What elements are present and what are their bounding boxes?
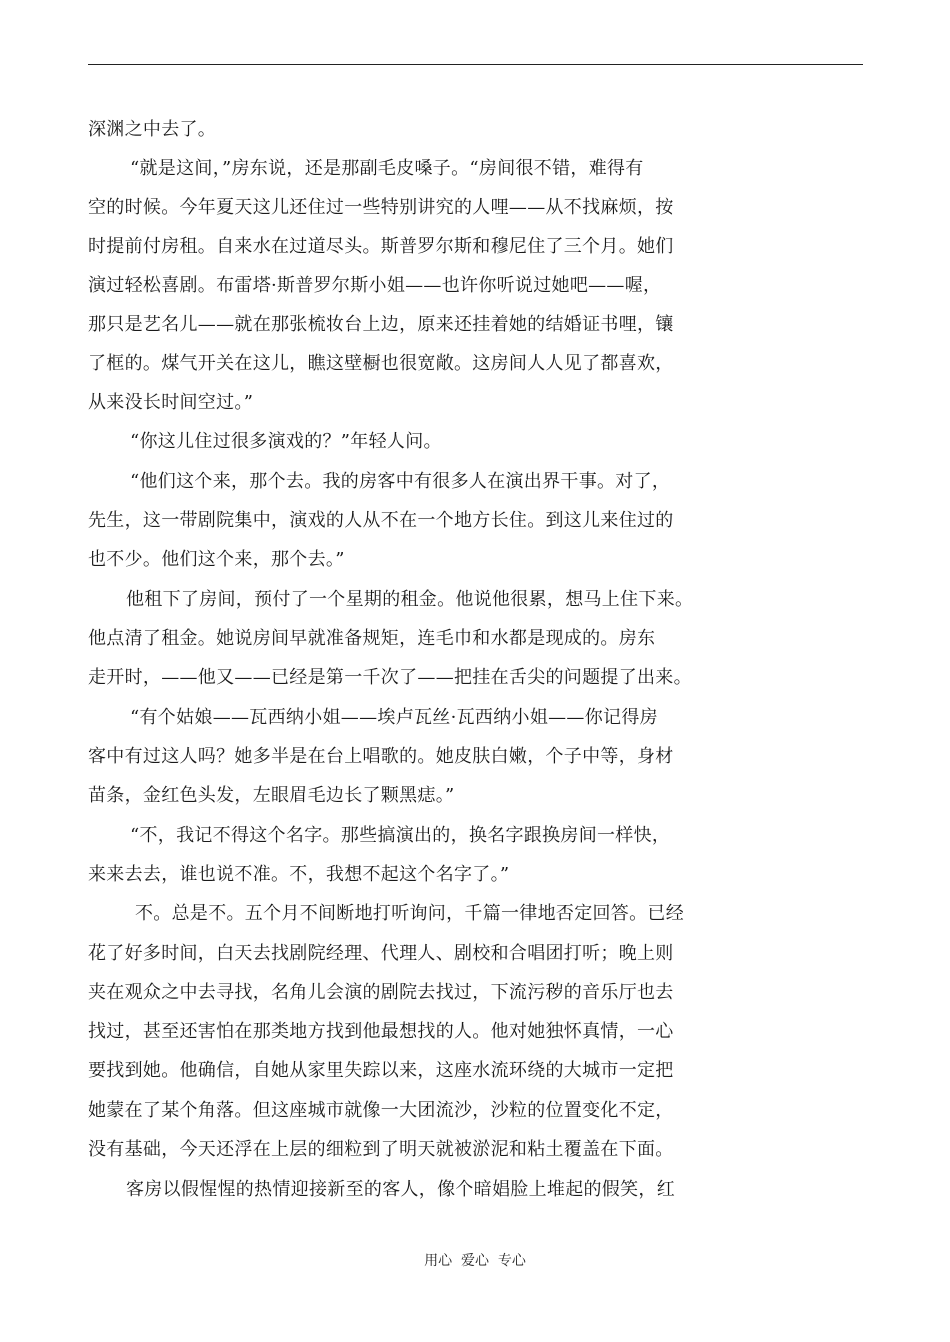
- text-line: 苗条，金红色头发，左眼眉毛边长了颗黑痣。”: [88, 785, 455, 806]
- text-line: “他们这个来，那个去。我的房客中有很多人在演出界干事。对了，: [130, 471, 671, 492]
- text-line: 深渊之中去了。: [88, 119, 217, 140]
- text-line: 客房以假惺惺的热情迎接新至的客人，像个暗娼脸上堆起的假笑，红: [126, 1179, 675, 1200]
- text-line: 先生，这一带剧院集中，演戏的人从不在一个地方长住。到这儿来住过的: [88, 510, 674, 531]
- text-line: 花了好多时间，白天去找剧院经理、代理人、剧校和合唱团打听；晚上则: [88, 943, 674, 964]
- text-line: 走开时，——他又——已经是第一千次了——把挂在舌尖的问题提了出来。: [88, 667, 692, 688]
- text-line: 不。总是不。五个月不间断地打听询问，千篇一律地否定回答。已经: [135, 903, 684, 924]
- text-line: “有个姑娘——瓦西纳小姐——埃卢瓦丝·瓦西纳小姐——你记得房: [130, 707, 658, 728]
- header-rule: [88, 64, 863, 65]
- page-footer: 用心 爱心 专心: [424, 1253, 526, 1269]
- text-line: “就是这间，”房东说，还是那副毛皮嗓子。“房间很不错，难得有: [130, 158, 644, 179]
- text-line: “不，我记不得这个名字。那些搞演出的，换名字跟换房间一样快，: [130, 825, 671, 846]
- text-line: 来来去去，谁也说不准。不，我想不起这个名字了。”: [88, 864, 510, 885]
- text-line: 没有基础，今天还浮在上层的细粒到了明天就被淤泥和粘土覆盖在下面。: [88, 1139, 674, 1160]
- text-line: 也不少。他们这个来，那个去。”: [88, 549, 345, 570]
- text-line: 空的时候。今年夏天这儿还住过一些特别讲究的人哩——从不找麻烦，按: [88, 197, 674, 218]
- text-line: “你这儿住过很多演戏的？”年轻人问。: [130, 431, 442, 452]
- text-line: 找过，甚至还害怕在那类地方找到他最想找的人。他对她独怀真情，一心: [88, 1021, 674, 1042]
- text-line: 她蒙在了某个角落。但这座城市就像一大团流沙，沙粒的位置变化不定，: [88, 1100, 674, 1121]
- text-line: 客中有过这人吗？她多半是在台上唱歌的。她皮肤白嫩，个子中等，身材: [88, 746, 674, 767]
- text-line: 了框的。煤气开关在这儿，瞧这壁橱也很宽敞。这房间人人见了都喜欢，: [88, 353, 674, 374]
- text-line: 那只是艺名儿——就在那张梳妆台上边，原来还挂着她的结婚证书哩，镶: [88, 314, 674, 335]
- text-line: 演过轻松喜剧。布雷塔·斯普罗尔斯小姐——也许你听说过她吧——喔，: [88, 275, 662, 296]
- text-line: 他租下了房间，预付了一个星期的租金。他说他很累，想马上住下来。: [126, 589, 694, 610]
- text-line: 他点清了租金。她说房间早就准备规矩，连毛巾和水都是现成的。房东: [88, 628, 656, 649]
- text-line: 夹在观众之中去寻找，名角儿会演的剧院去找过，下流污秽的音乐厅也去: [88, 982, 674, 1003]
- text-line: 时提前付房租。自来水在过道尽头。斯普罗尔斯和穆尼住了三个月。她们: [88, 236, 674, 257]
- text-line: 从来没长时间空过。”: [88, 392, 254, 413]
- text-line: 要找到她。他确信，自她从家里失踪以来，这座水流环绕的大城市一定把: [88, 1060, 674, 1081]
